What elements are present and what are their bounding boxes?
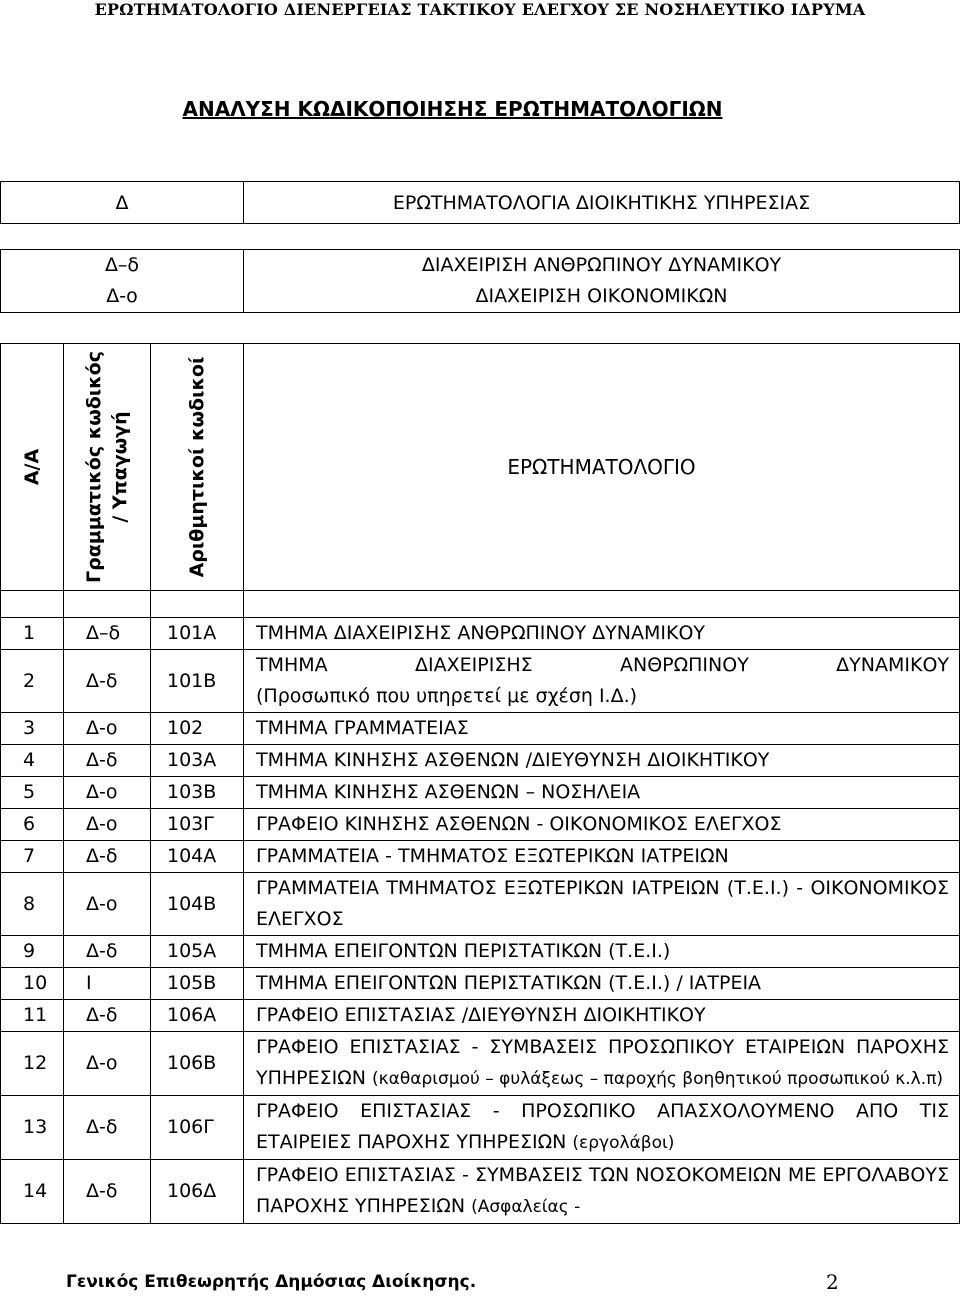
questionnaire-table: [0, 343, 960, 1224]
row-number: 13: [1, 1096, 64, 1160]
row-code: Δ-ο: [64, 873, 151, 936]
document-title: ΑΝΑΛΥΣΗ ΚΩΔΙΚΟΠΟΙΗΣΗΣ ΕΡΩΤΗΜΑΤΟΛΟΓΙΩΝ: [182, 97, 723, 121]
row-description: ΤΜΗΜΑ ΚΙΝΗΣΗΣ ΑΣΘΕΝΩΝ /ΔΙΕΥΘΥΝΣΗ ΔΙΟΙΚΗΤΙΚΟΥ: [244, 745, 960, 777]
col-header-aa: [1, 344, 64, 591]
row-number: 11: [1, 1000, 64, 1032]
row-description: ΓΡΑΜΜΑΤΕΙΑ - ΤΜΗΜΑΤΟΣ ΕΞΩΤΕΡΙΚΩΝ ΙΑΤΡΕΙΩΝ: [244, 841, 960, 873]
table-row: [1, 968, 960, 1000]
row-description: ΤΜΗΜΑ ΕΠΕΙΓΟΝΤΩΝ ΠΕΡΙΣΤΑΤΙΚΩΝ (Τ.Ε.Ι.) / ΙΑΤΡΕΙΑ: [244, 968, 960, 1000]
row-description-note: (εργολάβοι): [572, 1133, 675, 1153]
col-aa-label: Α/Α: [21, 448, 43, 486]
table-row: [1, 841, 960, 873]
row-code: Δ–δ: [64, 618, 151, 650]
spacer-row: [1, 591, 960, 618]
col-letter-code-line1: Γραμματικός κωδικός: [83, 350, 105, 584]
row-description-main: ΓΡΑΦΕΙΟ ΕΠΙΣΤΑΣΙΑΣ - ΣΥΜΒΑΣΕΙΣ ΤΩΝ ΝΟΣΟΚΟΜΕΙΩΝ ΜΕ ΕΡΓΟΛΑΒΟΥΣ ΠΑΡΟΧΗΣ ΥΠΗΡΕΣΙΩΝ: [256, 1164, 949, 1217]
col-header-numeric-code: [151, 344, 244, 591]
section-code: Δ: [1, 182, 244, 224]
row-numeric-code: 105Α: [151, 936, 244, 968]
row-description-note: (Ασφαλείας -: [471, 1197, 581, 1217]
subsection-code-2: Δ-ο: [106, 285, 138, 307]
row-numeric-code: 101Α: [151, 618, 244, 650]
table-row: [1, 936, 960, 968]
row-number: 7: [1, 841, 64, 873]
table-row: [1, 618, 960, 650]
row-description-note: (καθαρισμού – φυλάξεως – παροχής βοηθητικού προσωπικού κ.λ.π): [372, 1069, 943, 1089]
table-row: [1, 745, 960, 777]
subsection-codes: [1, 250, 244, 313]
row-code: Δ-ο: [64, 713, 151, 745]
row-code: Δ-δ: [64, 1160, 151, 1224]
row-number: 3: [1, 713, 64, 745]
table-row: [1, 1000, 960, 1032]
row-description: [244, 1160, 960, 1224]
row-numeric-code: 102: [151, 713, 244, 745]
subsection-table: [0, 249, 960, 313]
row-numeric-code: 103Γ: [151, 809, 244, 841]
footer: Γενικός Επιθεωρητής Δημόσιας Διοίκησης.: [66, 1272, 477, 1292]
running-header: ΕΡΩΤΗΜΑΤΟΛΟΓΙΟ ΔΙΕΝΕΡΓΕΙΑΣ ΤΑΚΤΙΚΟΥ ΕΛΕΓΧΟΥ ΣΕ ΝΟΣΗΛΕΥΤΙΚΟ ΙΔΡΥΜΑ: [94, 0, 866, 19]
row-description-main: ΤΜΗΜΑ ΔΙΑΧΕΙΡΙΣΗΣ ΑΝΘΡΩΠΙΝΟΥ ΔΥΝΑΜΙΚΟΥ: [256, 654, 949, 676]
row-numeric-code: 105Β: [151, 968, 244, 1000]
table-row: [1, 1032, 960, 1096]
row-numeric-code: 106Α: [151, 1000, 244, 1032]
row-numeric-code: 104Β: [151, 873, 244, 936]
row-description: ΤΜΗΜΑ ΓΡΑΜΜΑΤΕΙΑΣ: [244, 713, 960, 745]
row-numeric-code: 106Δ: [151, 1160, 244, 1224]
row-code: Δ-δ: [64, 936, 151, 968]
row-description: ΓΡΑΦΕΙΟ ΚΙΝΗΣΗΣ ΑΣΘΕΝΩΝ - ΟΙΚΟΝΟΜΙΚΟΣ ΕΛΕΓΧΟΣ: [244, 809, 960, 841]
page-number: 2: [826, 1270, 839, 1294]
row-numeric-code: 103Α: [151, 745, 244, 777]
row-code: Δ-δ: [64, 745, 151, 777]
row-number: 8: [1, 873, 64, 936]
table-row: [1, 777, 960, 809]
row-numeric-code: 104Α: [151, 841, 244, 873]
col-letter-code-line2: / Υπαγωγή: [109, 411, 131, 523]
row-description-extra: (Προσωπικό που υπηρετεί με σχέση Ι.Δ.): [256, 685, 638, 707]
table-row: [1, 713, 960, 745]
subsection-labels: [244, 250, 960, 313]
row-number: 6: [1, 809, 64, 841]
subsection-code-1: Δ–δ: [104, 254, 140, 276]
section-table: [0, 181, 960, 224]
row-number: 4: [1, 745, 64, 777]
table-row: [1, 1096, 960, 1160]
row-code: Δ-ο: [64, 1032, 151, 1096]
row-code: Δ-δ: [64, 841, 151, 873]
col-header-questionnaire: ΕΡΩΤΗΜΑΤΟΛΟΓΙΟ: [244, 344, 960, 591]
col-numeric-code-label: Αριθμητικοί κωδικοί: [186, 356, 208, 578]
row-code: Δ-ο: [64, 777, 151, 809]
row-description: [244, 1096, 960, 1160]
row-description: ΤΜΗΜΑ ΚΙΝΗΣΗΣ ΑΣΘΕΝΩΝ – ΝΟΣΗΛΕΙΑ: [244, 777, 960, 809]
row-description: [244, 650, 960, 713]
row-description-main: ΓΡΑΦΕΙΟ ΕΠΙΣΤΑΣΙΑΣ - ΠΡΟΣΩΠΙΚΟ ΑΠΑΣΧΟΛΟΥΜΕΝΟ ΑΠΟ ΤΙΣ ΕΤΑΙΡΕΙΕΣ ΠΑΡΟΧΗΣ ΥΠΗΡΕΣΙΩΝ: [256, 1100, 949, 1153]
row-code: Δ-δ: [64, 650, 151, 713]
table-row: [1, 650, 960, 713]
row-description: [244, 1032, 960, 1096]
subsection-label-1: ΔΙΑΧΕΙΡΙΣΗ ΑΝΘΡΩΠΙΝΟΥ ΔΥΝΑΜΙΚΟΥ: [421, 254, 782, 276]
row-number: 1: [1, 618, 64, 650]
table-row: [1, 1160, 960, 1224]
subsection-label-2: ΔΙΑΧΕΙΡΙΣΗ ΟΙΚΟΝΟΜΙΚΩΝ: [475, 285, 728, 307]
row-description: ΓΡΑΦΕΙΟ ΕΠΙΣΤΑΣΙΑΣ /ΔΙΕΥΘΥΝΣΗ ΔΙΟΙΚΗΤΙΚΟΥ: [244, 1000, 960, 1032]
table-row: [1, 873, 960, 936]
row-number: 12: [1, 1032, 64, 1096]
row-code: Δ-ο: [64, 809, 151, 841]
row-description: ΓΡΑΜΜΑΤΕΙΑ ΤΜΗΜΑΤΟΣ ΕΞΩΤΕΡΙΚΩΝ ΙΑΤΡΕΙΩΝ (Τ.Ε.Ι.) - ΟΙΚΟΝΟΜΙΚΟΣ ΕΛΕΓΧΟΣ: [244, 873, 960, 936]
row-description: ΤΜΗΜΑ ΕΠΕΙΓΟΝΤΩΝ ΠΕΡΙΣΤΑΤΙΚΩΝ (Τ.Ε.Ι.): [244, 936, 960, 968]
row-number: 9: [1, 936, 64, 968]
header-row: [1, 344, 960, 591]
row-description: ΤΜΗΜΑ ΔΙΑΧΕΙΡΙΣΗΣ ΑΝΘΡΩΠΙΝΟΥ ΔΥΝΑΜΙΚΟΥ: [244, 618, 960, 650]
table-row: [1, 809, 960, 841]
row-numeric-code: 101Β: [151, 650, 244, 713]
row-numeric-code: 103Β: [151, 777, 244, 809]
row-numeric-code: 106Γ: [151, 1096, 244, 1160]
row-number: 10: [1, 968, 64, 1000]
row-number: 14: [1, 1160, 64, 1224]
row-description-main: ΓΡΑΦΕΙΟ ΕΠΙΣΤΑΣΙΑΣ - ΣΥΜΒΑΣΕΙΣ ΠΡΟΣΩΠΙΚΟΥ ΕΤΑΙΡΕΙΩΝ ΠΑΡΟΧΗΣ ΥΠΗΡΕΣΙΩΝ: [256, 1036, 949, 1089]
row-code: Δ-δ: [64, 1000, 151, 1032]
col-header-letter-code: [64, 344, 151, 591]
row-code: Ι: [64, 968, 151, 1000]
row-code: Δ-δ: [64, 1096, 151, 1160]
row-numeric-code: 106Β: [151, 1032, 244, 1096]
row-number: 2: [1, 650, 64, 713]
row-number: 5: [1, 777, 64, 809]
section-label: ΕΡΩΤΗΜΑΤΟΛΟΓΙΑ ΔΙΟΙΚΗΤΙΚΗΣ ΥΠΗΡΕΣΙΑΣ: [244, 182, 960, 224]
